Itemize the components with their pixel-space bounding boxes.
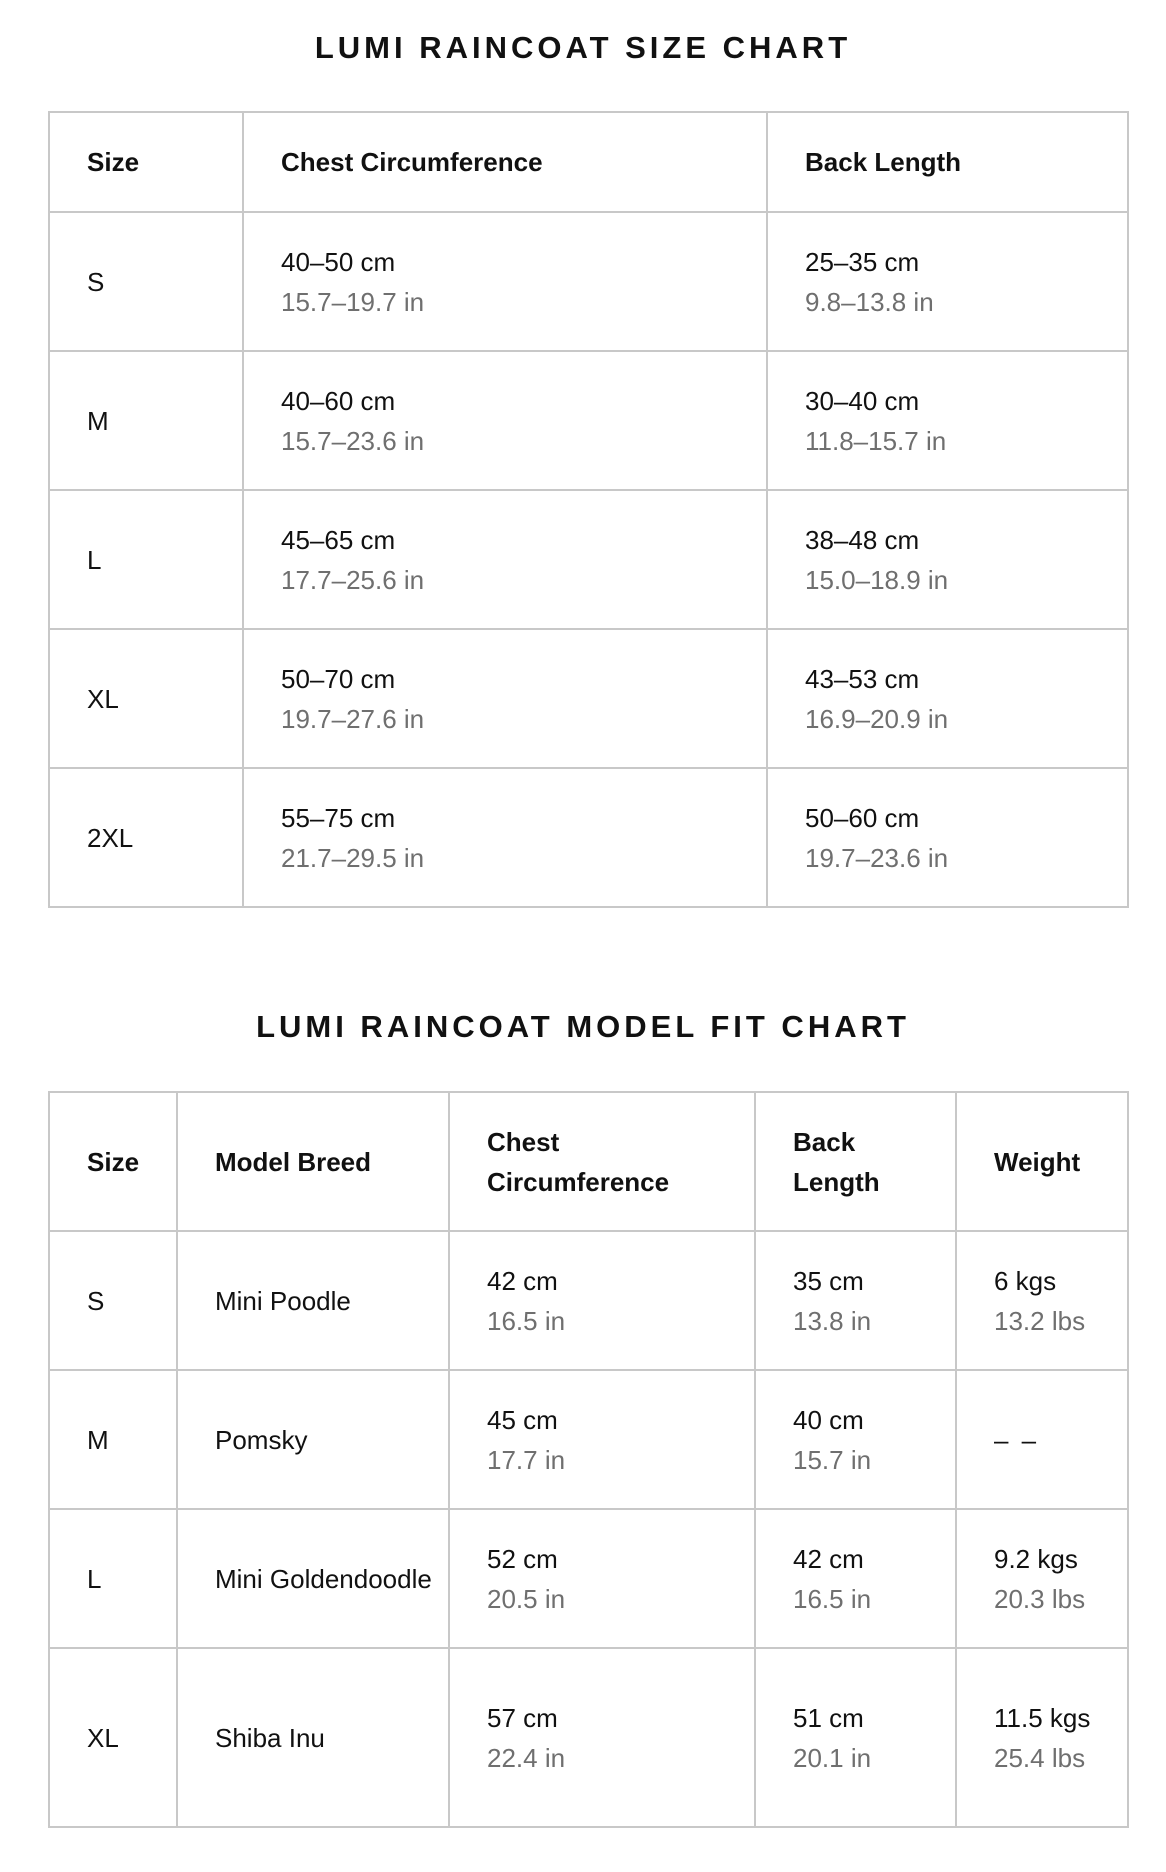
chest-imperial: 21.7–29.5 in	[281, 842, 425, 873]
weight-imperial: 20.3 lbs	[994, 1583, 1086, 1614]
breed-cell: Pomsky	[177, 1370, 449, 1509]
back-metric: 51 cm	[793, 1702, 864, 1733]
chest-metric: 57 cm	[487, 1702, 558, 1733]
size-chart-header-row	[49, 112, 1128, 212]
back-metric: 42 cm	[793, 1543, 864, 1574]
breed-cell: Shiba Inu	[177, 1648, 449, 1827]
back-cell	[767, 768, 1128, 907]
header-weight: Weight	[956, 1092, 1128, 1231]
back-metric: 50–60 cm	[805, 802, 920, 833]
table-row	[49, 629, 1128, 768]
chest-metric: 45 cm	[487, 1404, 558, 1435]
table-row	[49, 212, 1128, 351]
size-cell: 2XL	[49, 768, 243, 907]
back-metric: 30–40 cm	[805, 385, 920, 416]
size-cell: XL	[49, 1648, 177, 1827]
fit-chart-title: LUMI RAINCOAT MODEL FIT CHART	[256, 1009, 910, 1044]
size-cell: L	[49, 1509, 177, 1648]
table-row	[49, 1509, 1128, 1648]
size-chart-table	[48, 111, 1129, 908]
back-metric: 38–48 cm	[805, 524, 920, 555]
table-row	[49, 490, 1128, 629]
chest-imperial: 16.5 in	[487, 1305, 566, 1336]
header-back-length: Back Length	[767, 112, 1128, 212]
table-row	[49, 1370, 1128, 1509]
back-imperial: 20.1 in	[793, 1742, 872, 1773]
chest-cell	[243, 768, 767, 907]
chest-metric: 42 cm	[487, 1265, 558, 1296]
weight-imperial: 13.2 lbs	[994, 1305, 1086, 1336]
back-cell	[767, 629, 1128, 768]
chest-metric: 40–60 cm	[281, 385, 396, 416]
back-cell	[755, 1370, 956, 1509]
size-cell: S	[49, 1231, 177, 1370]
header-model-breed: Model Breed	[177, 1092, 449, 1231]
weight-metric: 11.5 kgs	[994, 1702, 1091, 1733]
back-imperial: 9.8–13.8 in	[805, 286, 934, 317]
header-chest-circumference: Chest Circumference	[449, 1092, 755, 1231]
chest-metric: 40–50 cm	[281, 246, 396, 277]
back-cell	[767, 212, 1128, 351]
chest-cell	[243, 629, 767, 768]
table-row	[49, 1648, 1128, 1827]
back-imperial: 11.8–15.7 in	[805, 425, 947, 456]
fit-chart-header-row	[49, 1092, 1128, 1231]
table-row	[49, 768, 1128, 907]
chest-cell	[243, 212, 767, 351]
back-cell	[767, 490, 1128, 629]
back-imperial: 16.5 in	[793, 1583, 872, 1614]
back-imperial: 16.9–20.9 in	[805, 703, 949, 734]
chest-metric: 52 cm	[487, 1543, 558, 1574]
weight-imperial: 25.4 lbs	[994, 1742, 1086, 1773]
header-size: Size	[49, 112, 243, 212]
header-chest-circumference: Chest Circumference	[243, 112, 767, 212]
breed-cell: Mini Goldendoodle	[177, 1509, 449, 1648]
weight-cell	[956, 1231, 1128, 1370]
back-metric: 43–53 cm	[805, 663, 920, 694]
back-imperial: 15.7 in	[793, 1444, 872, 1475]
size-cell: M	[49, 351, 243, 490]
chest-imperial: 20.5 in	[487, 1583, 566, 1614]
size-cell: L	[49, 490, 243, 629]
chest-imperial: 17.7 in	[487, 1444, 566, 1475]
back-metric: 35 cm	[793, 1265, 864, 1296]
table-row	[49, 351, 1128, 490]
chest-imperial: 15.7–19.7 in	[281, 286, 425, 317]
back-imperial: 13.8 in	[793, 1305, 872, 1336]
weight-metric: 6 kgs	[994, 1265, 1057, 1296]
weight-metric: – –	[994, 1424, 1040, 1455]
back-cell	[755, 1231, 956, 1370]
weight-cell	[956, 1370, 1128, 1509]
back-cell	[767, 351, 1128, 490]
size-cell: XL	[49, 629, 243, 768]
chest-cell	[243, 351, 767, 490]
back-imperial: 19.7–23.6 in	[805, 842, 949, 873]
chest-imperial: 22.4 in	[487, 1742, 566, 1773]
size-chart-title: LUMI RAINCOAT SIZE CHART	[314, 30, 852, 65]
back-cell	[755, 1509, 956, 1648]
chest-metric: 50–70 cm	[281, 663, 396, 694]
model-fit-table	[48, 1091, 1129, 1828]
weight-cell	[956, 1509, 1128, 1648]
chest-imperial: 19.7–27.6 in	[281, 703, 425, 734]
header-back-length: Back Length	[755, 1092, 956, 1231]
back-imperial: 15.0–18.9 in	[805, 564, 949, 595]
size-cell: M	[49, 1370, 177, 1509]
chest-cell	[449, 1509, 755, 1648]
back-cell	[755, 1648, 956, 1827]
chest-cell	[243, 490, 767, 629]
chest-imperial: 17.7–25.6 in	[281, 564, 425, 595]
weight-metric: 9.2 kgs	[994, 1543, 1078, 1574]
table-row	[49, 1231, 1128, 1370]
back-metric: 25–35 cm	[805, 246, 920, 277]
chest-cell	[449, 1231, 755, 1370]
chest-imperial: 15.7–23.6 in	[281, 425, 425, 456]
chest-cell	[449, 1648, 755, 1827]
header-size: Size	[49, 1092, 177, 1231]
chest-metric: 55–75 cm	[281, 802, 396, 833]
chest-metric: 45–65 cm	[281, 524, 396, 555]
breed-cell: Mini Poodle	[177, 1231, 449, 1370]
size-cell: S	[49, 212, 243, 351]
chest-cell	[449, 1370, 755, 1509]
weight-cell	[956, 1648, 1128, 1827]
back-metric: 40 cm	[793, 1404, 864, 1435]
